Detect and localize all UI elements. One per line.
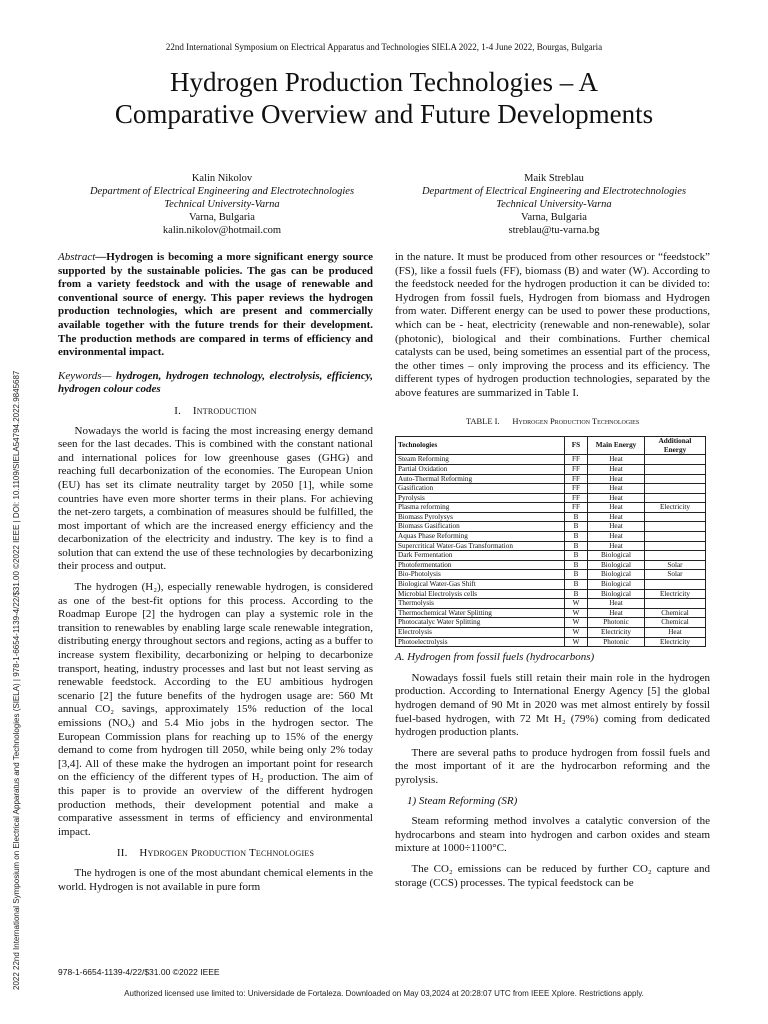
table-row — [396, 503, 706, 513]
table-row — [396, 570, 706, 580]
section-number: I. — [174, 404, 182, 417]
table-cell — [645, 484, 706, 494]
table-cell: Heat — [588, 464, 645, 474]
table-cell: FF — [565, 503, 588, 513]
table-cell: FF — [565, 493, 588, 503]
table-cell: Biological — [588, 580, 645, 590]
table-row — [396, 474, 706, 484]
table-cell: Thermolysis — [396, 599, 565, 609]
title-line-2: Comparative Overview and Future Developments — [114, 99, 654, 129]
sidebar-doi: 2022 22nd International Symposium on Electrical Apparatus and Technologies (SIELA) | 978-1-6654-1139-4/22/$31.00 ©2022 IEEE | DOI: 10.1109/SIELA54794.2022.9845687 — [12, 370, 21, 990]
table-cell: W — [565, 599, 588, 609]
table-cell: Auto-Thermal Reforming — [396, 474, 565, 484]
table-cell: W — [565, 618, 588, 628]
abstract — [58, 251, 373, 360]
table-row — [396, 637, 706, 647]
table-cell: B — [565, 580, 588, 590]
table-cell: Photoelectrolysis — [396, 637, 565, 647]
table-cell: Heat — [588, 608, 645, 618]
paragraph: Nowadays the world is facing the most increasing energy demand seen for the last decades. This is combined with the constant national and international polices for low greenhouse gases (GHG) and reaching full decarbonization of the economies. The European Union (EU) has set its climate neutrality target by 2050 [1], while some countries have even more shorter terms in their plans. For achieving the net-zero targets, a combination of measures should be fulfilled, the most important of which are the increased energy efficiency and the decarbonization of the electricity and industry. The key is to find a solution that can extend the use of these technologies by decarbonizing their process and output. — [58, 424, 373, 573]
conference-header: 22nd International Symposium on Electrical Apparatus and Technologies SIELA 2022, 1-4 June 2022, Bourgas, Bulgaria — [165, 42, 603, 52]
table-cell — [645, 551, 706, 561]
table-cell: Aquas Phase Reforming — [396, 532, 565, 542]
table-cell: Biological — [588, 589, 645, 599]
table-row — [396, 551, 706, 561]
table-cell: FF — [565, 464, 588, 474]
table-row — [396, 493, 706, 503]
table-cell: B — [565, 589, 588, 599]
table-cell: Heat — [645, 628, 706, 638]
table-cell: Bio-Photolysis — [396, 570, 565, 580]
table-cell: Electricity — [645, 589, 706, 599]
paragraph: There are several paths to produce hydrogen from fossil fuels and the most important of it are the hydrocarbon reforming and the pyrolysis. — [395, 746, 710, 786]
table-header-row — [396, 437, 706, 455]
paragraph: The CO₂ emissions can be reduced by further CO₂ capture and storage (CCS) processes. The typical feedstock can be — [395, 862, 710, 889]
author-name: Kalin Nikolov — [191, 173, 253, 184]
table-cell: Chemical — [645, 618, 706, 628]
table-cell: Heat — [588, 599, 645, 609]
table-row — [396, 589, 706, 599]
table-cell: Plasma reforming — [396, 503, 565, 513]
table-cell: Dark Fermentation — [396, 551, 565, 561]
table-cell: W — [565, 628, 588, 638]
left-column — [58, 251, 373, 901]
table-row — [396, 608, 706, 618]
paragraph: The hydrogen (H₂), especially renewable hydrogen, is considered as one of the best-fit options for this process. According to the Roadmap Europe [2] the hydrogen can play a systemic role in the transition to renewables by enabling large scale renewable integration, distributing energy throughout sectors and regions, acting as a buffer to increase system flexibility, decarbonizing or helping to decarbonize transport, heating, industry processes and last but not least serving as renewable feedstock. According to the EU ambitious hydrogen scenario [2] the future benefits of the hydrogen usage are: 560 Mt annual CO₂ savings, approximately 15% reduction of the local emissions (NOₓ) and 5.4 Mio jobs in the hydrogen sector. The European Commission plans for reaching up to 15% of the energy demand to come from hydrogen till 2050, while being only 2% today [3,4]. All of these make the hydrogen an important point for research on the efficiency of the different types of H₂ production. The aim of this paper is to provide an overview of the different hydrogen production methods, their development potential and make a comparative assessment in terms of efficiency and environmental impact. — [58, 581, 373, 838]
table-cell: B — [565, 522, 588, 532]
table-cell: Photonic — [588, 618, 645, 628]
table-cell: W — [565, 608, 588, 618]
table-cell: Heat — [588, 541, 645, 551]
table-cell: Partial Oxidation — [396, 464, 565, 474]
table-cell: Steam Reforming — [396, 455, 565, 465]
table-cell: Chemical — [645, 608, 706, 618]
author-block-1 — [62, 172, 382, 237]
paper-title — [40, 66, 728, 130]
author-university: Technical University-Varna — [496, 199, 612, 210]
subsubsection-heading: 1) Steam Reforming (SR) — [407, 794, 518, 807]
table-cell: Biomass Pyrolysys — [396, 512, 565, 522]
footer-isbn: 978-1-6654-1139-4/22/$31.00 ©2022 IEEE — [58, 967, 220, 977]
table-cell: Electricity — [645, 637, 706, 647]
table-cell: Heat — [588, 484, 645, 494]
paragraph: The hydrogen is one of the most abundant chemical elements in the world. Hydrogen is not available in pure form — [58, 866, 373, 893]
keywords-text: hydrogen, hydrogen technology, electrolysis, efficiency, hydrogen colour codes — [58, 369, 373, 396]
abstract-label: Abstract — [58, 251, 96, 263]
table-cell: Heat — [588, 474, 645, 484]
table-cell: Supercritical Water-Gas Transformation — [396, 541, 565, 551]
section-title: Introduction — [192, 404, 257, 417]
table-cell: W — [565, 637, 588, 647]
keywords-label: Keywords— — [58, 369, 112, 382]
column-header: FS — [565, 437, 588, 455]
author-department: Department of Electrical Engineering and Electrotechnologies — [421, 186, 687, 197]
table-cell: Gasification — [396, 484, 565, 494]
authorized-use-notice: Authorized licensed use limited to: Universidade de Fortaleza. Downloaded on May 03,2024 at 20:28:07 UTC from IEEE Xplore. Restrictions apply. — [124, 989, 644, 998]
table-cell: B — [565, 512, 588, 522]
table-cell: Biological Water-Gas Shift — [396, 580, 565, 590]
table-cell — [645, 541, 706, 551]
section-title: Hydrogen Production Technologies — [139, 847, 315, 860]
table-cell: B — [565, 551, 588, 561]
table-cell: Heat — [588, 503, 645, 513]
table-cell: Solar — [645, 570, 706, 580]
table-row — [396, 580, 706, 590]
table-cell: Heat — [588, 493, 645, 503]
table-cell: Pyrolysis — [396, 493, 565, 503]
table-cell: Microbial Electrolysis cells — [396, 589, 565, 599]
table-row — [396, 618, 706, 628]
subsection-heading: A. Hydrogen from fossil fuels (hydrocarbons) — [395, 651, 595, 664]
author-city: Varna, Bulgaria — [189, 212, 255, 223]
table-cell: Heat — [588, 455, 645, 465]
table-cell: Solar — [645, 560, 706, 570]
table-cell: Photofermentation — [396, 560, 565, 570]
table-cell — [645, 580, 706, 590]
table-row — [396, 599, 706, 609]
table-cell — [645, 493, 706, 503]
table-cell: Thermochemical Water Splitting — [396, 608, 565, 618]
column-header: Additional Energy — [645, 437, 706, 455]
table-cell: B — [565, 541, 588, 551]
table-cell — [645, 474, 706, 484]
table-row — [396, 455, 706, 465]
author-city: Varna, Bulgaria — [521, 212, 587, 223]
table-cell: Biological — [588, 551, 645, 561]
table-title: Hydrogen Production Technologies — [512, 415, 640, 426]
section-number: II. — [116, 847, 128, 860]
table-cell — [645, 522, 706, 532]
column-header: Main Energy — [588, 437, 645, 455]
table-cell — [645, 464, 706, 474]
paragraph: Steam reforming method involves a catalytic conversion of the hydrocarbons and steam into hydrogen and carbon oxides and steam mixture at 1000÷1100°C. — [395, 815, 710, 855]
abstract-text: —Hydrogen is becoming a more significant energy source supported by the sustainable policies. The gas can be produced from a variety feedstock and with the usage of renewable and conventional source of energy. This paper reviews the hydrogen production technologies, which are present and commercially available together with the future trends for their development. The production methods are compared in terms of efficiency and environmental impact. — [58, 251, 373, 359]
table-cell — [645, 455, 706, 465]
table-cell: Electricity — [645, 503, 706, 513]
table-row — [396, 560, 706, 570]
section-heading-production — [58, 847, 373, 861]
table-body — [396, 455, 706, 647]
table-row — [396, 512, 706, 522]
paragraph: in the nature. It must be produced from other resources or “feedstock” (FS), like a fossil fuels (FF), biomass (B) and water (W). According to the feedstock needed for the hydrogen production it can be divided to: Hydrogen from fossil fuels, Hydrogen from biomass and Hydrogen from water. Different energy can be used to power these productions, which can be - heat, electricity (renewable and non-renewable), solar (photonic), biological and their combinations. Further chemical catalysts can be used, being sometimes an essential part of the process, the other times – only improving the process and its efficiency. The different types of hydrogen production technologies, separated by the above features are summarized in Table I. — [395, 251, 710, 399]
author-university: Technical University-Varna — [164, 199, 280, 210]
production-technologies-table — [395, 436, 706, 647]
table-cell: FF — [565, 455, 588, 465]
table-cell: Electrolysis — [396, 628, 565, 638]
author-name: Maik Streblau — [524, 173, 584, 184]
table-row — [396, 464, 706, 474]
table-cell: FF — [565, 474, 588, 484]
author-email[interactable]: streblau@tu-varna.bg — [508, 225, 600, 236]
table-number: TABLE I. — [465, 415, 500, 426]
table-cell: Heat — [588, 512, 645, 522]
table-cell — [645, 599, 706, 609]
table-cell: Heat — [588, 532, 645, 542]
table-cell: Photonic — [588, 637, 645, 647]
table-row — [396, 541, 706, 551]
table-cell: B — [565, 560, 588, 570]
table-cell: Biomass Gasification — [396, 522, 565, 532]
column-header: Technologies — [396, 437, 565, 455]
table-cell — [645, 512, 706, 522]
author-department: Department of Electrical Engineering and Electrotechnologies — [89, 186, 355, 197]
table-cell: B — [565, 532, 588, 542]
table-cell: Biological — [588, 560, 645, 570]
table-cell: Heat — [588, 522, 645, 532]
right-column — [395, 251, 710, 897]
table-cell — [645, 532, 706, 542]
section-heading-introduction — [58, 405, 373, 419]
keywords — [58, 370, 373, 397]
table-row — [396, 484, 706, 494]
table-cell: Electricity — [588, 628, 645, 638]
table-cell: Photocatalyc Water Splitting — [396, 618, 565, 628]
author-email[interactable]: kalin.nikolov@hotmail.com — [162, 225, 282, 236]
table-caption — [395, 415, 710, 429]
paragraph: Nowadays fossil fuels still retain their main role in the hydrogen production. According to International Energy Agency [5] the global hydrogen demand of 90 Mt in 2020 was met almost entirely by fossil fuel-based hydrogen, with 72 Mt H₂ (79%) coming from dedicated hydrogen production plants. — [395, 671, 710, 739]
title-line-1: Hydrogen Production Technologies – A — [169, 67, 599, 97]
table-cell: B — [565, 570, 588, 580]
table-row — [396, 628, 706, 638]
table-row — [396, 532, 706, 542]
table-cell: Biological — [588, 570, 645, 580]
table-cell: FF — [565, 484, 588, 494]
author-block-2 — [394, 172, 714, 237]
table-row — [396, 522, 706, 532]
